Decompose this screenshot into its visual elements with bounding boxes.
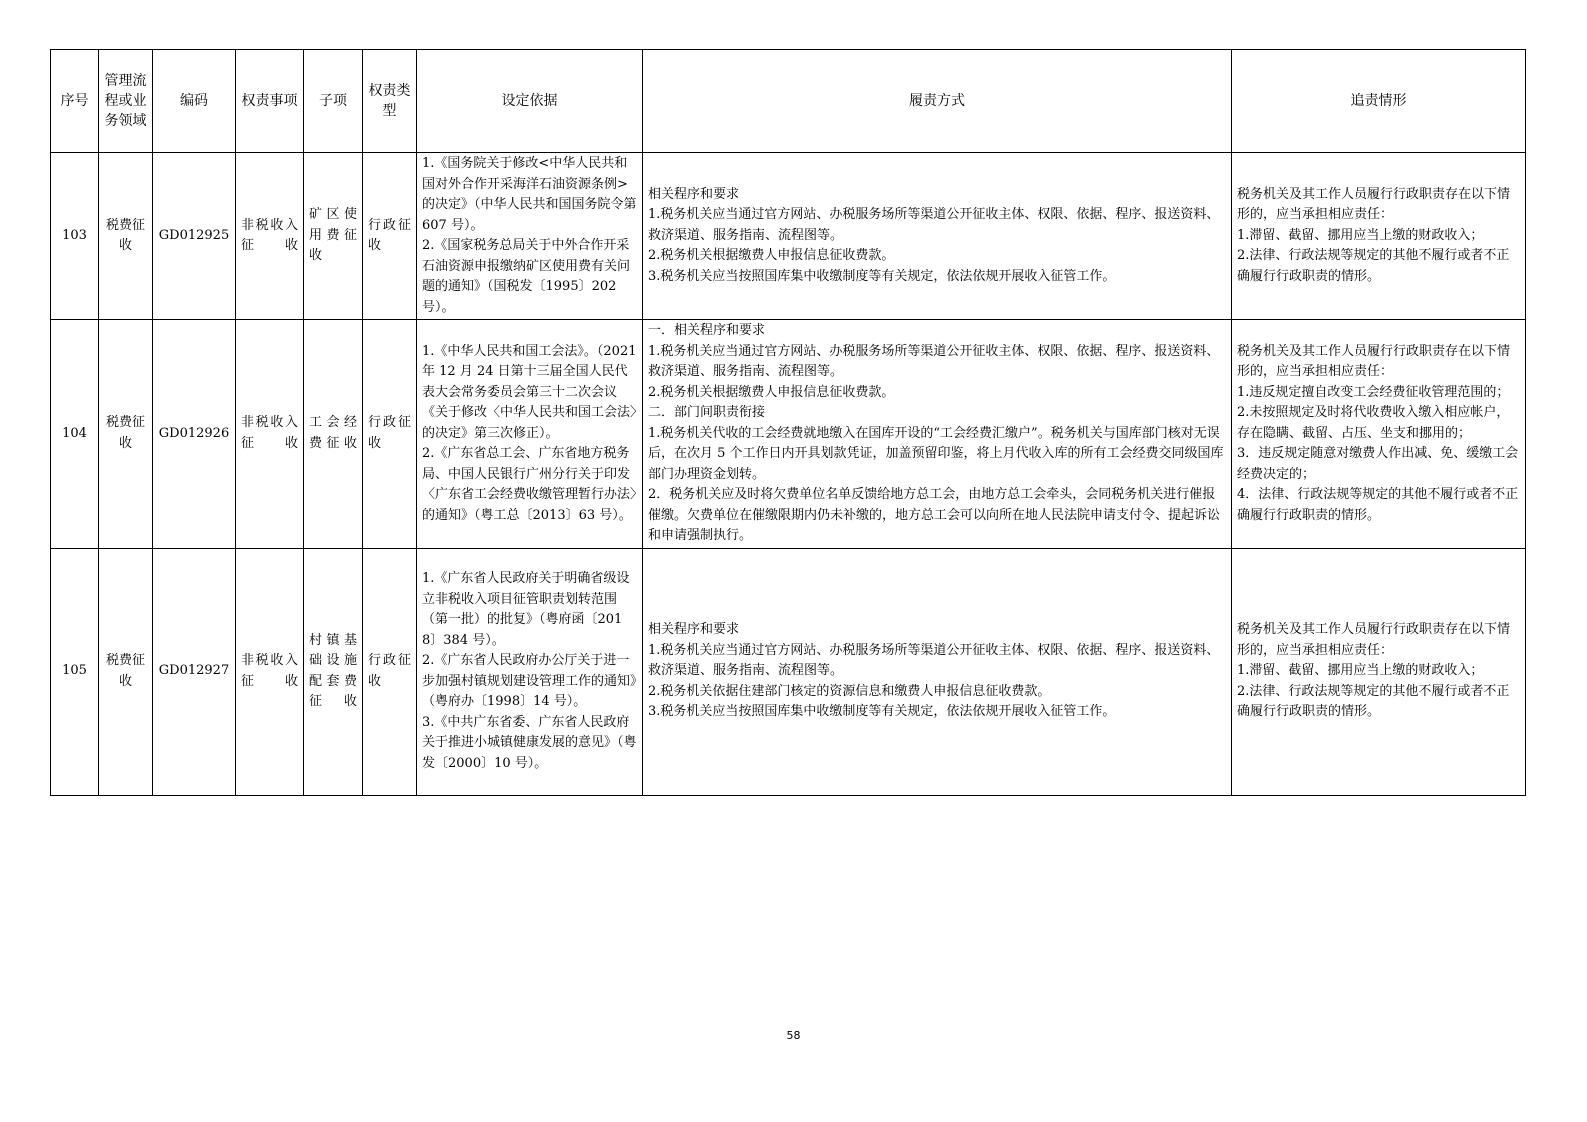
header-process: 管理流程或业务领域 xyxy=(99,50,153,153)
cell-item: 非税收入征收 xyxy=(236,548,304,795)
table-row xyxy=(51,548,1526,795)
basis-line: 1.《中华人民共和国工会法》。（2021 年 12 月 24 日第十三届全国人民代表大会常务委员会第三十二次会议《关于修改〈中华人民共和国工会法〉的决定》第三次修正）。 xyxy=(422,343,637,441)
accountability-line: 2.法律、行政法规等规定的其他不履行或者不正确履行行政职责的情形。 xyxy=(1237,683,1510,720)
cell-accountability xyxy=(1232,548,1526,795)
cell-process: 税费征收 xyxy=(99,320,153,549)
method-line: 相关程序和要求 xyxy=(648,622,740,638)
cell-type: 行政征收 xyxy=(363,153,417,320)
accountability-line: 3．违反规定随意对缴费人作出减、免、缓缴工会经费决定的； xyxy=(1237,446,1519,482)
cell-accountability xyxy=(1232,153,1526,320)
cell-subitem: 村镇基础设施配套费征收 xyxy=(304,548,363,795)
header-item: 权责事项 xyxy=(236,50,304,153)
header-seq: 序号 xyxy=(51,50,99,153)
header-basis: 设定依据 xyxy=(417,50,643,153)
cell-process: 税费征收 xyxy=(99,153,153,320)
table-row xyxy=(51,153,1526,320)
accountability-line: 4．法律、行政法规等规定的其他不履行或者不正确履行行政职责的情形。 xyxy=(1237,487,1519,523)
method-line: 2．税务机关应及时将欠费单位名单反馈给地方总工会，由地方总工会牵头，会同税务机关进行催报催缴。欠费单位在催缴限期内仍未补缴的，地方总工会可以向所在地人民法院申请支付令、提起诉讼和申请强制执行。 xyxy=(648,487,1221,543)
cell-method xyxy=(643,320,1232,549)
method-line: 二．部门间职责衔接 xyxy=(648,405,766,420)
method-line: 1.税务机关应当通过官方网站、办税服务场所等渠道公开征收主体、权限、依据、程序、报送资料、救济渠道、服务指南、流程图等。 xyxy=(648,343,1220,379)
accountability-line: 税务机关及其工作人员履行行政职责存在以下情形的，应当承担相应责任： xyxy=(1237,622,1511,658)
method-line: 1.税务机关应当通过官方网站、办税服务场所等渠道公开征收主体、权限、依据、程序、报送资料、救济渠道、服务指南、流程图等。 xyxy=(648,207,1220,243)
cell-type: 行政征收 xyxy=(363,320,417,549)
method-line: 2.税务机关依据住建部门核定的资源信息和缴费人申报信息征收费款。 xyxy=(648,683,1051,699)
accountability-line: 1.滞留、截留、挪用应当上缴的财政收入； xyxy=(1237,663,1484,679)
cell-item: 非税收入征收 xyxy=(236,320,304,549)
method-line: 3.税务机关应当按照国库集中收缴制度等有关规定，依法依规开展收入征管工作。 xyxy=(648,704,1116,720)
basis-line: 2.《国家税务总局关于中外合作开采石油资源申报缴纳矿区使用费有关问题的通知》（国税发〔1995〕202 号）。 xyxy=(422,238,631,315)
cell-basis xyxy=(417,548,643,795)
accountability-line: 1.违反规定擅自改变工会经费征收管理范围的； xyxy=(1237,384,1510,400)
cell-basis xyxy=(417,153,643,320)
cell-code: GD012927 xyxy=(153,548,236,795)
header-subitem: 子项 xyxy=(304,50,363,153)
accountability-line: 2.法律、行政法规等规定的其他不履行或者不正确履行行政职责的情形。 xyxy=(1237,248,1510,284)
header-type: 权责类型 xyxy=(363,50,417,153)
cell-accountability xyxy=(1232,320,1526,549)
responsibility-table xyxy=(50,49,1526,796)
accountability-line: 税务机关及其工作人员履行行政职责存在以下情形的，应当承担相应责任： xyxy=(1237,186,1511,223)
header-accountability: 追责情形 xyxy=(1232,50,1526,153)
table-row xyxy=(51,320,1526,549)
method-line: 2.税务机关根据缴费人申报信息征收费款。 xyxy=(648,384,895,400)
cell-subitem: 矿区使用费征收 xyxy=(304,153,363,320)
cell-subitem: 工会经费征收 xyxy=(304,320,363,549)
cell-code: GD012926 xyxy=(153,320,236,549)
page-number: 58 xyxy=(786,1029,801,1042)
header-row xyxy=(51,50,1526,153)
basis-line: 3.《中共广东省委、广东省人民政府 关于推进小城镇健康发展的意见》（粤发〔2000〕10 号）。 xyxy=(422,714,637,771)
basis-line: 1.《国务院关于修改<中华人民共和国对外合作开采海洋石油资源条例>的决定》（中华人民共和国国务院令第 607 号）。 xyxy=(422,156,637,233)
method-line: 1.税务机关应当通过官方网站、办税服务场所等渠道公开征收主体、权限、依据、程序、报送资料、救济渠道、服务指南、流程图等。 xyxy=(648,642,1220,679)
method-line: 相关程序和要求 xyxy=(648,186,740,202)
cell-seq: 105 xyxy=(51,548,99,795)
accountability-line: 2.未按照规定及时将代收费收入缴入相应帐户，存在隐瞒、截留、占压、坐支和挪用的； xyxy=(1237,405,1510,441)
cell-method xyxy=(643,548,1232,795)
basis-line: 2.《广东省总工会、广东省地方税务局、中国人民银行广州分行关于印发〈广东省工会经费收缴管理暂行办法〉的通知》（粤工总〔2013〕63 号）。 xyxy=(422,446,637,523)
header-method: 履责方式 xyxy=(643,50,1232,153)
cell-process: 税费征收 xyxy=(99,548,153,795)
method-line: 3.税务机关应当按照国库集中收缴制度等有关规定，依法依规开展收入征管工作。 xyxy=(648,268,1116,284)
header-code: 编码 xyxy=(153,50,236,153)
basis-line: 2.《广东省人民政府办公厅关于进一步加强村镇规划建设管理工作的通知》（粤府办〔1998〕14 号）。 xyxy=(422,653,637,709)
accountability-line: 1.滞留、截留、挪用应当上缴的财政收入； xyxy=(1237,227,1484,243)
cell-code: GD012925 xyxy=(153,153,236,320)
cell-method xyxy=(643,153,1232,320)
cell-seq: 104 xyxy=(51,320,99,549)
cell-basis xyxy=(417,320,643,549)
basis-line: 1.《广东省人民政府关于明确省级设立非税收入项目征管职责划转范围（第一批）的批复》（粤府函〔2018〕384 号）。 xyxy=(422,571,630,648)
method-line: 一．相关程序和要求 xyxy=(648,323,766,338)
accountability-line: 税务机关及其工作人员履行行政职责存在以下情形的，应当承担相应责任： xyxy=(1237,343,1511,379)
cell-item: 非税收入征收 xyxy=(236,153,304,320)
method-line: 2.税务机关根据缴费人申报信息征收费款。 xyxy=(648,248,895,264)
method-line: 1.税务机关代收的工会经费就地缴入在国库开设的“工会经费汇缴户”。税务机关与国库部门核对无误后，在次月 5 个工作日内开具划款凭证，加盖预留印鉴，将上月代收入库的所有工会经费交同级国库部门办理资金划转。 xyxy=(648,425,1224,482)
cell-seq: 103 xyxy=(51,153,99,320)
cell-type: 行政征收 xyxy=(363,548,417,795)
